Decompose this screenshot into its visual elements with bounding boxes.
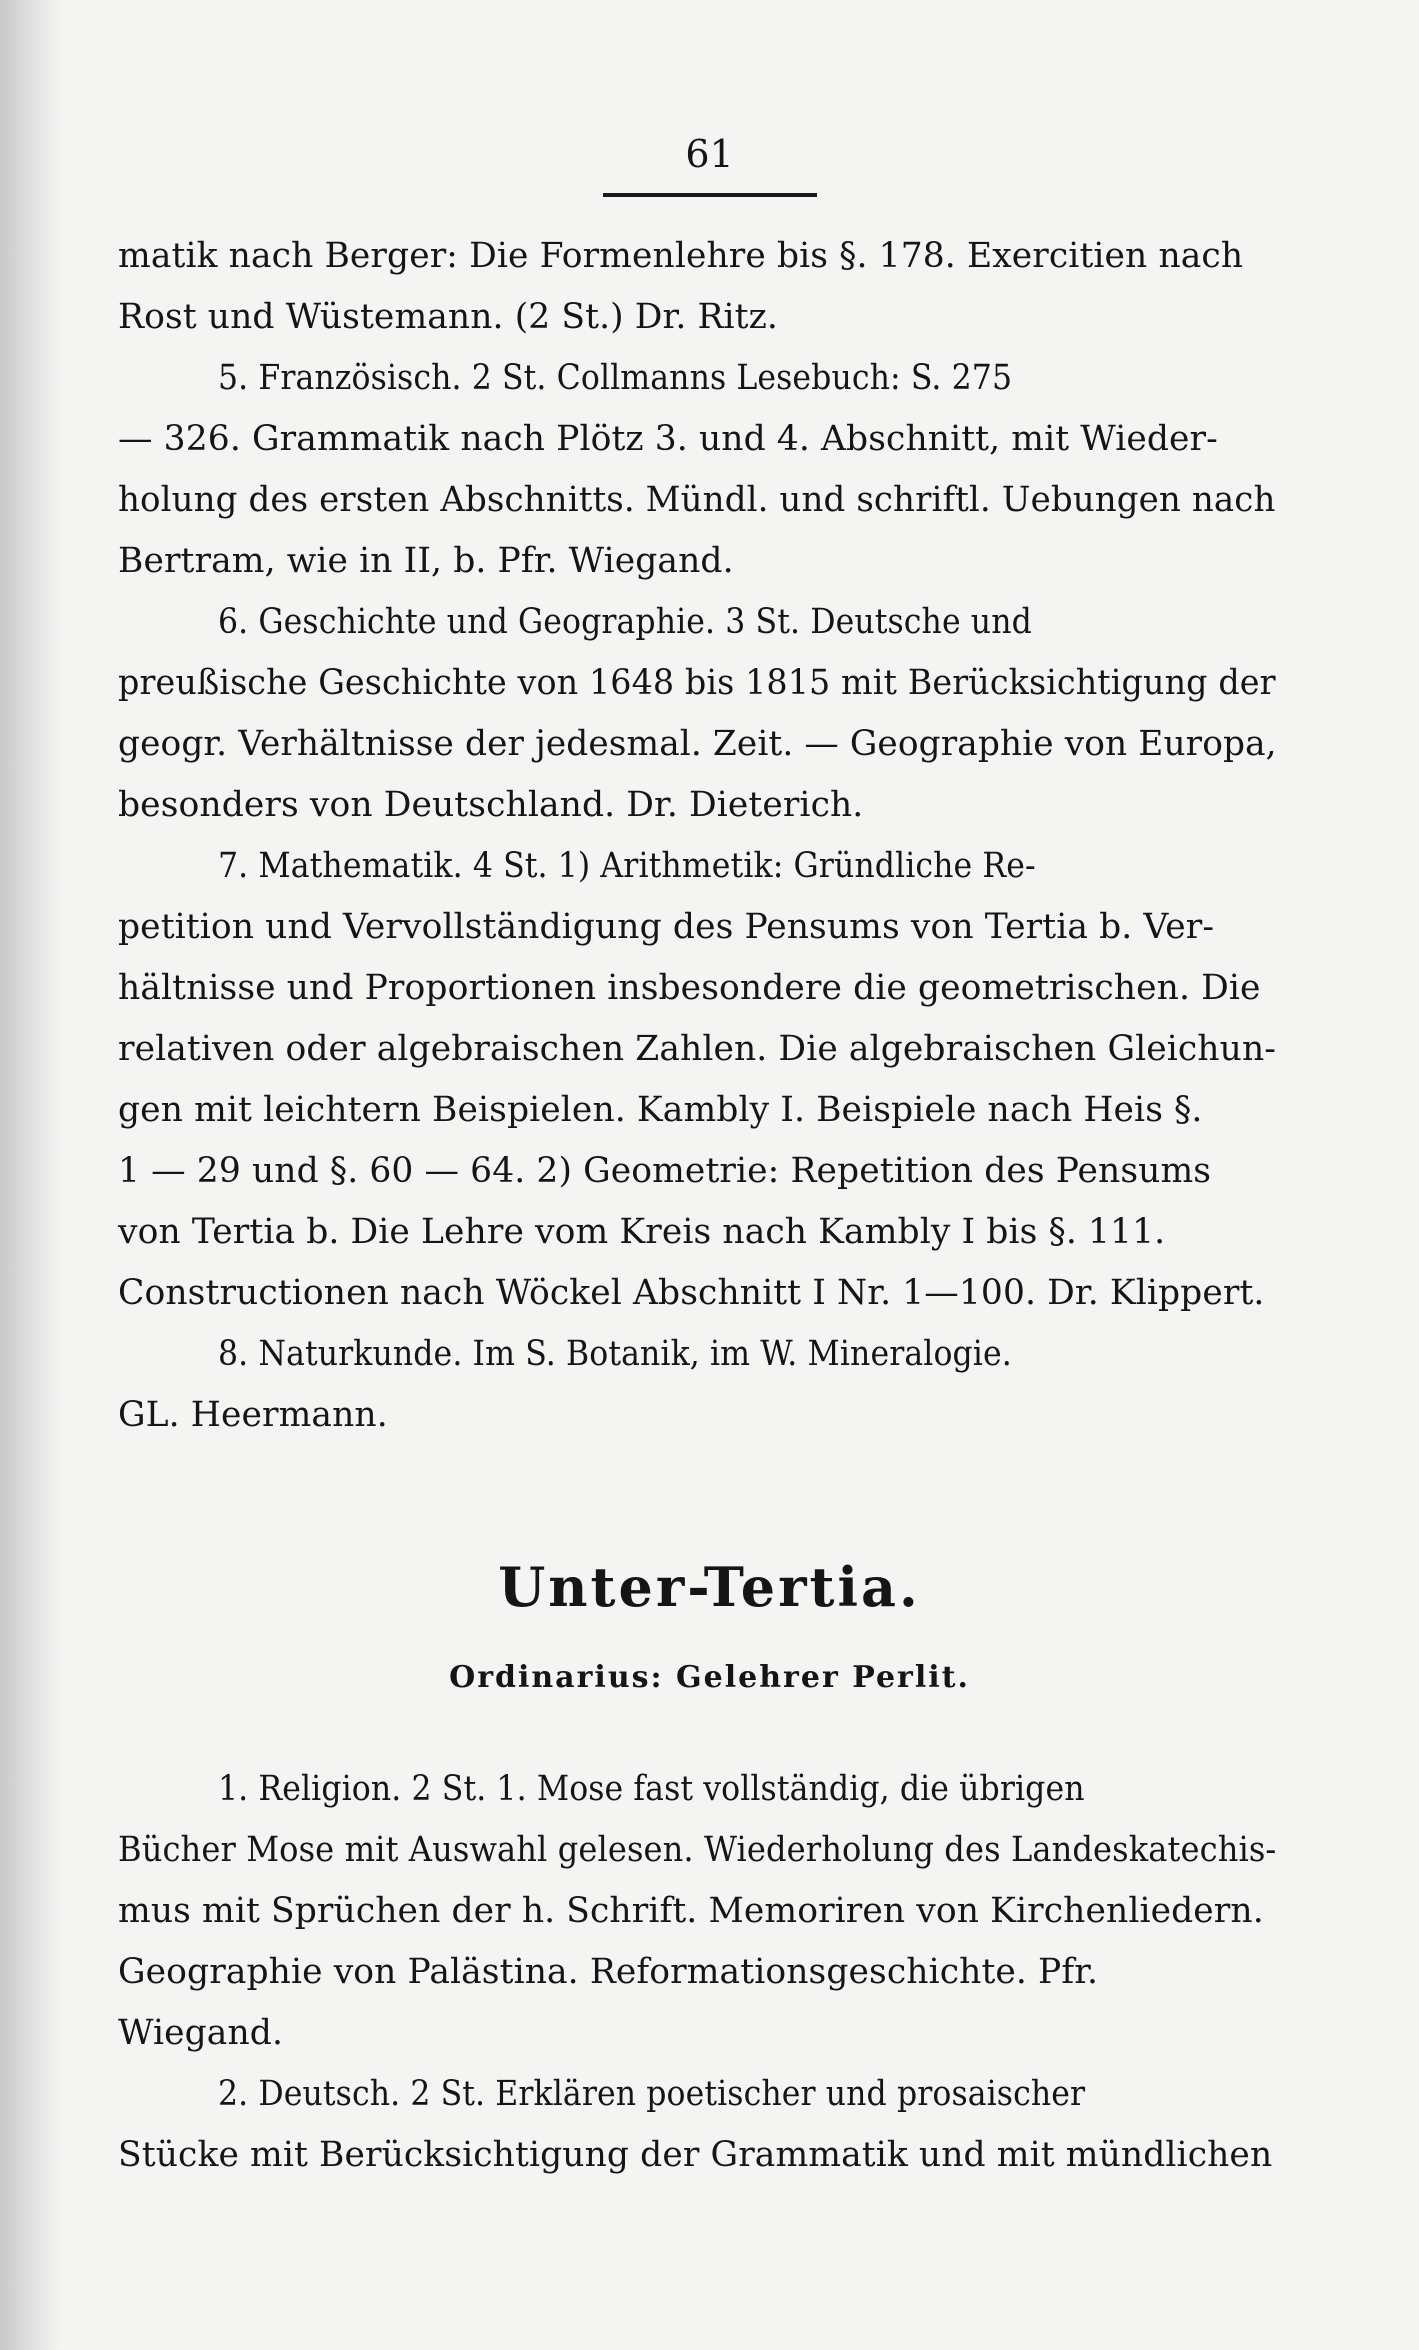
text-line: 6. Geschichte und Geographie. 3 St. Deutsche und — [218, 602, 1032, 642]
text-line: Geographie von Palästina. Reformationsgeschichte. Pfr. — [118, 1952, 1099, 1992]
text-line: preußische Geschichte von 1648 bis 1815 mit Berücksichtigung der — [118, 663, 1276, 703]
text-line: Rost und Wüstemann. (2 St.) Dr. Ritz. — [118, 297, 778, 337]
text-line: 7. Mathematik. 4 St. 1) Arithmetik: Gründliche Re- — [218, 846, 1036, 886]
text-line: — 326. Grammatik nach Plötz 3. und 4. Abschnitt, mit Wieder- — [118, 419, 1218, 459]
text-line: von Tertia b. Die Lehre vom Kreis nach Kambly I bis §. 111. — [118, 1212, 1166, 1252]
text-line: matik nach Berger: Die Formenlehre bis §. 178. Exercitien nach — [118, 236, 1244, 276]
text-line: GL. Heermann. — [118, 1395, 388, 1435]
section-ordinarius: Ordinarius: Gelehrer Perlit. — [449, 1660, 970, 1695]
text-line: Stücke mit Berücksichtigung der Grammatik und mit mündlichen — [118, 2135, 1273, 2175]
text-line: hältnisse und Proportionen insbesondere die geometrischen. Die — [118, 968, 1261, 1008]
page-number-rule — [603, 193, 817, 197]
text-line: petition und Vervollständigung des Pensums von Tertia b. Ver- — [118, 907, 1215, 947]
text-line: holung des ersten Abschnitts. Mündl. und schriftl. Uebungen nach — [118, 480, 1276, 520]
text-line: Bücher Mose mit Auswahl gelesen. Wiederholung des Landeskatechis- — [118, 1830, 1277, 1870]
section-heading: Unter-Tertia. — [498, 1555, 921, 1619]
text-line: 1. Religion. 2 St. 1. Mose fast vollständig, die übrigen — [218, 1769, 1085, 1809]
text-line: 1 — 29 und §. 60 — 64. 2) Geometrie: Repetition des Pensums — [118, 1151, 1212, 1191]
text-line: relativen oder algebraischen Zahlen. Die algebraischen Gleichun- — [118, 1029, 1277, 1069]
text-line: besonders von Deutschland. Dr. Dieterich. — [118, 785, 864, 825]
text-line: mus mit Sprüchen der h. Schrift. Memoriren von Kirchenliedern. — [118, 1891, 1264, 1931]
page-margin-shadow — [0, 0, 60, 2350]
page-number: 61 — [685, 132, 734, 176]
text-line: 2. Deutsch. 2 St. Erklären poetischer und prosaischer — [218, 2074, 1086, 2114]
text-line: Bertram, wie in II, b. Pfr. Wiegand. — [118, 541, 734, 581]
text-line: geogr. Verhältnisse der jedesmal. Zeit. — Geographie von Europa, — [118, 724, 1277, 764]
text-line: 8. Naturkunde. Im S. Botanik, im W. Mineralogie. — [218, 1334, 1012, 1374]
text-line: gen mit leichtern Beispielen. Kambly I. Beispiele nach Heis §. — [118, 1090, 1203, 1130]
text-line: Wiegand. — [118, 2013, 284, 2053]
text-line: Constructionen nach Wöckel Abschnitt I Nr. 1—100. Dr. Klippert. — [118, 1273, 1265, 1313]
text-line: 5. Französisch. 2 St. Collmanns Lesebuch: S. 275 — [218, 358, 1013, 398]
